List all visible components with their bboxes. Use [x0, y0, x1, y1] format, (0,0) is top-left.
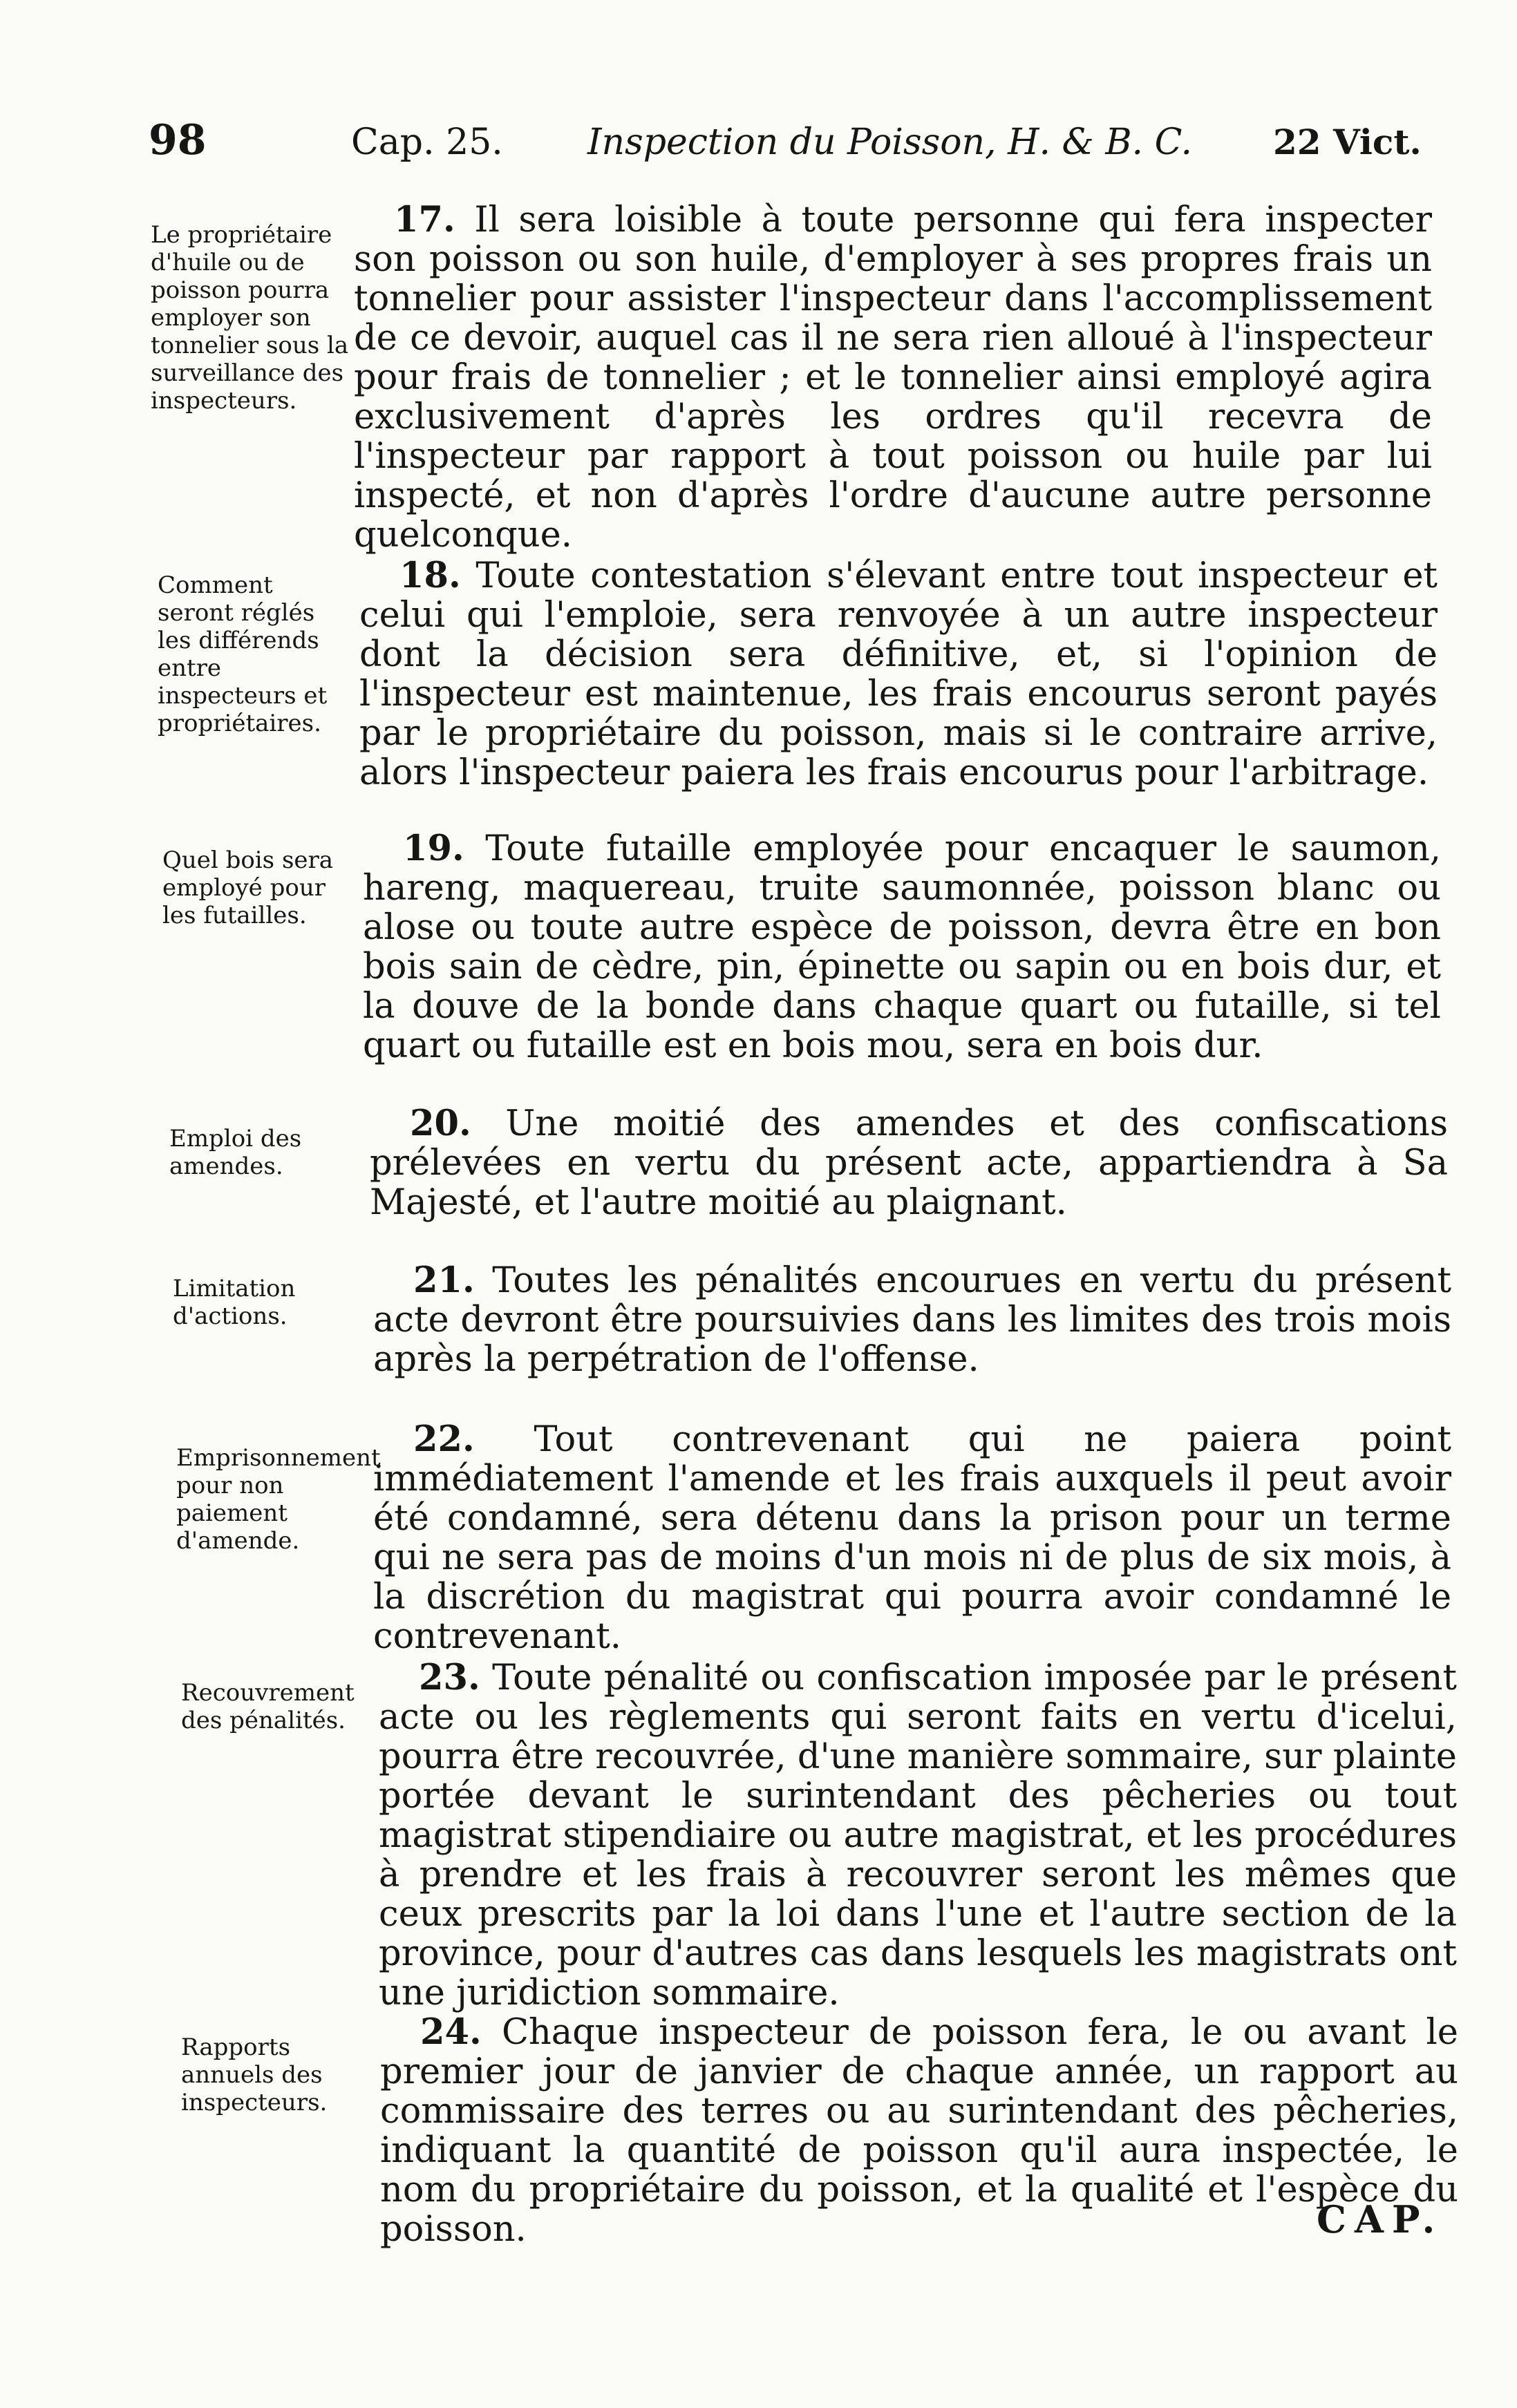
- section-text: Chaque inspecteur de poisson fera, le ou avant le premier jour de janvier de chaque année, un rapport au commissaire des terres ou au surintendant des pêcheries, indiquant la quantité de poisson qu'il aura inspectée, le nom du propriétaire du poisson, et la qualité et l'espèce du poisson.: [380, 2012, 1458, 2250]
- section-body: [363, 829, 1441, 1065]
- section-number: 17.: [394, 199, 455, 240]
- section-number: 20.: [410, 1103, 471, 1144]
- regnal-year: 22 Vict.: [1273, 122, 1422, 162]
- margin-note: Quel bois sera employé pour les futailles.: [162, 846, 334, 929]
- section-number: 19.: [403, 828, 464, 869]
- section-number: 21.: [413, 1260, 475, 1301]
- page-number: 98: [149, 116, 207, 164]
- section-text: Toute contestation s'élevant entre tout inspecteur et celui qui l'emploie, sera renvoyée à un autre inspecteur dont la décision sera définitive, et, si l'opinion de l'inspecteur est maintenue, les frais encourus seront payés par le propriétaire du poisson, mais si le contraire arrive, alors l'inspecteur paiera les frais encourus pour l'arbitrage.: [359, 556, 1438, 793]
- section-number: 18.: [399, 555, 461, 596]
- margin-note: Recouvrement des pénalités.: [181, 1679, 355, 1734]
- section-text: Toute pénalité ou confiscation imposée par le présent acte ou les règlements qui seront faits en vertu d'icelui, pourra être recouvrée, d'une manière sommaire, sur plainte portée devant le surintendant des pêcheries ou tout magistrat stipendiaire ou autre magistrat, et les procédures à prendre et les frais à recouvrer seront les mêmes que ceux prescrits par la loi dans l'une et l'autre section de la province, pour d'autres cas dans lesquels les magistrats ont une juridiction sommaire.: [379, 1658, 1457, 2013]
- section-number: 24.: [420, 2011, 482, 2053]
- section-text: Toutes les pénalités encourues en vertu du présent acte devront être poursuivies dans les limites des trois mois après la perpétration de l'offense.: [373, 1260, 1451, 1380]
- section-body: [379, 1658, 1457, 2013]
- running-title: Inspection du Poisson, H. & B. C.: [587, 122, 1193, 163]
- section-body: [373, 1261, 1451, 1379]
- section-body: [359, 556, 1438, 793]
- margin-note: Limitation d'actions.: [173, 1275, 296, 1330]
- section-body: [354, 200, 1432, 555]
- section-number: 23.: [419, 1657, 480, 1698]
- section-body: [380, 2013, 1458, 2249]
- section-body: [370, 1104, 1448, 1222]
- margin-note: Emploi des amendes.: [169, 1125, 302, 1180]
- chapter-label: Cap. 25.: [351, 122, 503, 163]
- running-header: [0, 116, 1517, 178]
- section-text: Tout contrevenant qui ne paiera point immédiatement l'amende et les frais auxquels il peut avoir été condamné, sera détenu dans la prison pour un terme qui ne sera pas de moins d'un mois ni de plus de six mois, à la discrétion du magistrat qui pourra avoir condamné le contrevenant.: [373, 1419, 1451, 1657]
- section-number: 22.: [413, 1419, 475, 1460]
- margin-note: Comment seront réglés les différends entre inspecteurs et propriétaires.: [158, 571, 328, 737]
- section-text: Il sera loisible à toute personne qui fera inspecter son poisson ou son huile, d'employer à ses propres frais un tonnelier pour assister l'inspecteur dans l'accomplissement de ce devoir, auquel cas il ne sera rien alloué à l'inspecteur pour frais de tonnelier ; et le tonnelier ainsi employé agira exclusivement d'après les ordres qu'il recevra de l'inspecteur par rapport à tout poisson ou huile par lui inspecté, et non d'après l'ordre d'aucune autre personne quelconque.: [354, 200, 1432, 556]
- catchword: CAP.: [1317, 2197, 1444, 2241]
- margin-note: Rapports annuels des inspecteurs.: [181, 2033, 328, 2116]
- section-text: Une moitié des amendes et des confiscations prélevées en vertu du présent acte, appartiendra à Sa Majesté, et l'autre moitié au plaignant.: [370, 1103, 1448, 1223]
- margin-note: Emprisonnement pour non paiement d'amende.: [176, 1444, 381, 1555]
- margin-note: Le propriétaire d'huile ou de poisson pourra employer son tonnelier sous la surveillance des inspecteurs.: [151, 221, 349, 415]
- section-body: [373, 1420, 1451, 1656]
- section-text: Toute futaille employée pour encaquer le saumon, hareng, maquereau, truite saumonnée, poisson blanc ou alose ou toute autre espèce de poisson, devra être en bon bois sain de cèdre, pin, épinette ou sapin ou en bois dur, et la douve de la bonde dans chaque quart ou futaille, si tel quart ou futaille est en bois mou, sera en bois dur.: [363, 828, 1442, 1066]
